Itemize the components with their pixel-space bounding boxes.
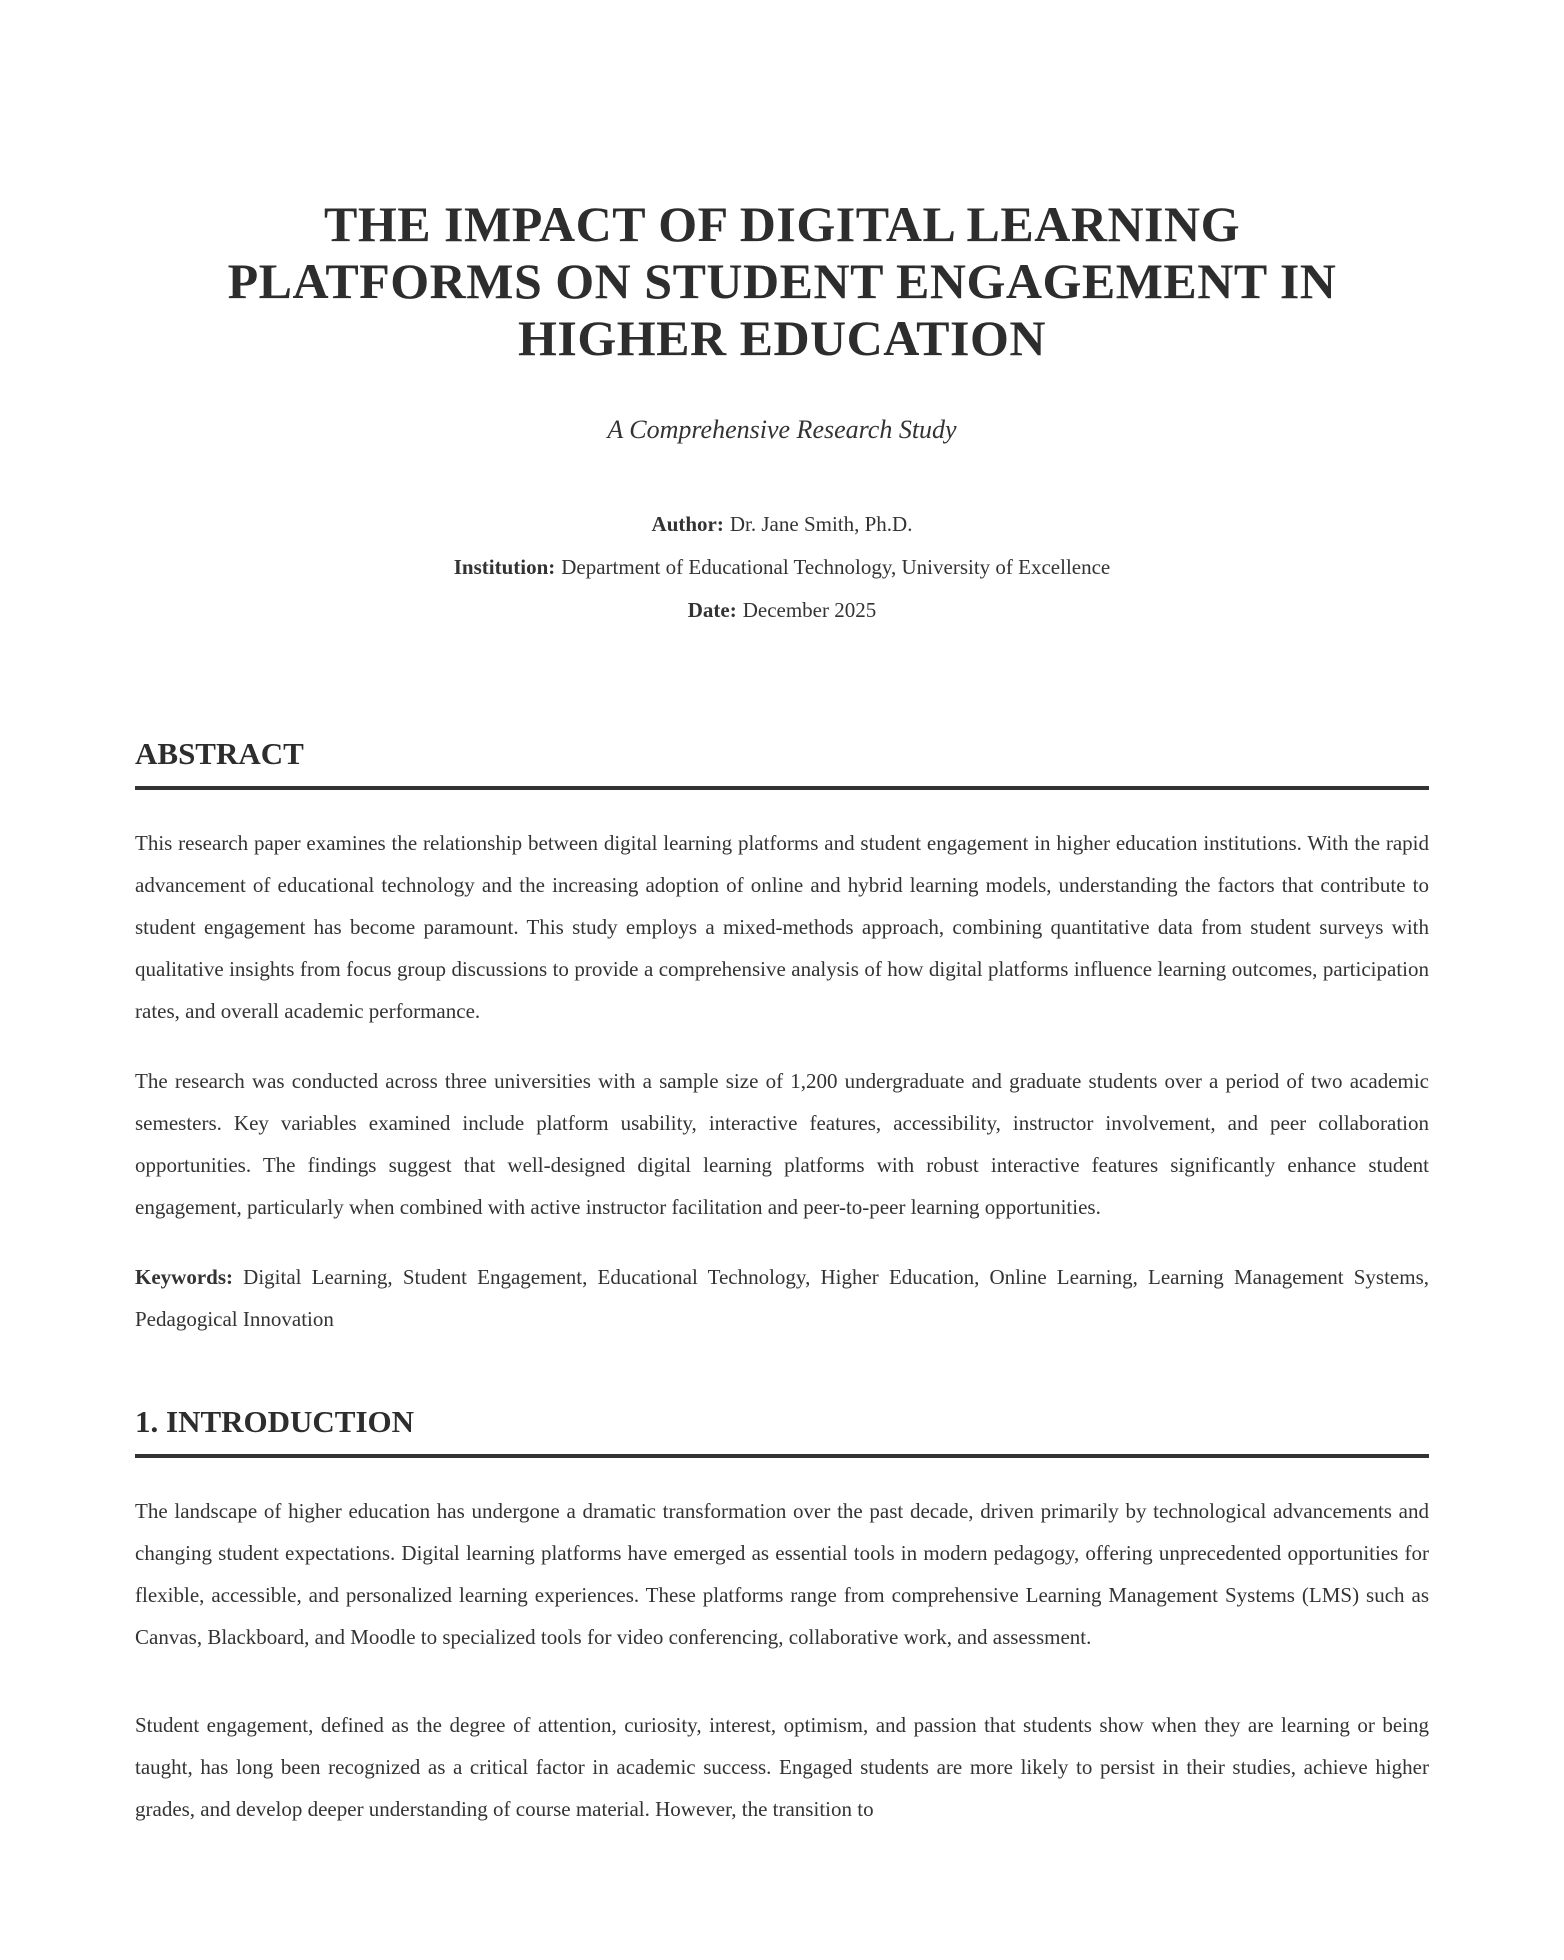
abstract-heading: ABSTRACT: [135, 736, 1429, 790]
keywords-line: [135, 1256, 1429, 1340]
date-value: December 2025: [742, 598, 877, 622]
paper-title-line-1: THE IMPACT OF DIGITAL LEARNING: [323, 196, 1241, 252]
date-label: Date:: [687, 598, 737, 622]
author-value: Dr. Jane Smith, Ph.D.: [729, 512, 913, 536]
introduction-paragraph-2: Student engagement, defined as the degree of attention, curiosity, interest, optimism, and passion that students show when they are learning or being taught, has long been recognized as a critical factor in academic success. Engaged students are more likely to persist in their studies, achieve higher grades, and develop deeper understanding of course material. However, the transition to: [135, 1713, 1429, 1821]
paper-title-line-3: HIGHER EDUCATION: [518, 310, 1046, 366]
institution-value: Department of Educational Technology, University of Excellence: [561, 555, 1111, 579]
paper-page: [135, 0, 1429, 1830]
keywords-label: Keywords:: [135, 1265, 233, 1289]
abstract-paragraph-2: The research was conducted across three universities with a sample size of 1,200 undergraduate and graduate students over a period of two academic semesters. Key variables examined include platform usability, interactive features, accessibility, instructor involvement, and peer collaboration opportunities. The findings suggest that well-designed digital learning platforms with robust interactive features significantly enhance student engagement, particularly when combined with active instructor facilitation and peer-to-peer learning opportunities.: [135, 1069, 1429, 1219]
paper-meta: [135, 503, 1429, 632]
abstract-paragraph-1: This research paper examines the relationship between digital learning platforms and student engagement in higher education institutions. With the rapid advancement of educational technology and the increasing adoption of online and hybrid learning models, understanding the factors that contribute to student engagement has become paramount. This study employs a mixed-methods approach, combining quantitative data from student surveys with qualitative insights from focus group discussions to provide a comprehensive analysis of how digital platforms influence learning outcomes, participation rates, and overall academic performance.: [135, 831, 1429, 1023]
keywords-text: Digital Learning, Student Engagement, Educational Technology, Higher Education, Online Learning, Learning Management Systems, Pedagogical Innovation: [135, 1265, 1429, 1331]
institution-label: Institution:: [453, 555, 556, 579]
introduction-paragraph-1: The landscape of higher education has undergone a dramatic transformation over the past decade, driven primarily by technological advancements and changing student expectations. Digital learning platforms have emerged as essential tools in modern pedagogy, offering unprecedented opportunities for flexible, accessible, and personalized learning experiences. These platforms range from comprehensive Learning Management Systems (LMS) such as Canvas, Blackboard, and Moodle to specialized tools for video conferencing, collaborative work, and assessment.: [135, 1499, 1429, 1649]
paper-title-line-2: PLATFORMS ON STUDENT ENGAGEMENT IN: [227, 253, 1337, 309]
abstract-section: [135, 736, 1429, 1340]
date-line: [135, 589, 1429, 632]
institution-line: [135, 546, 1429, 589]
introduction-section: [135, 1404, 1429, 1830]
introduction-heading: 1. INTRODUCTION: [135, 1404, 1429, 1458]
author-label: Author:: [651, 512, 724, 536]
author-line: [135, 503, 1429, 546]
paper-subtitle: A Comprehensive Research Study: [607, 415, 957, 444]
paper-title: [182, 196, 1382, 367]
